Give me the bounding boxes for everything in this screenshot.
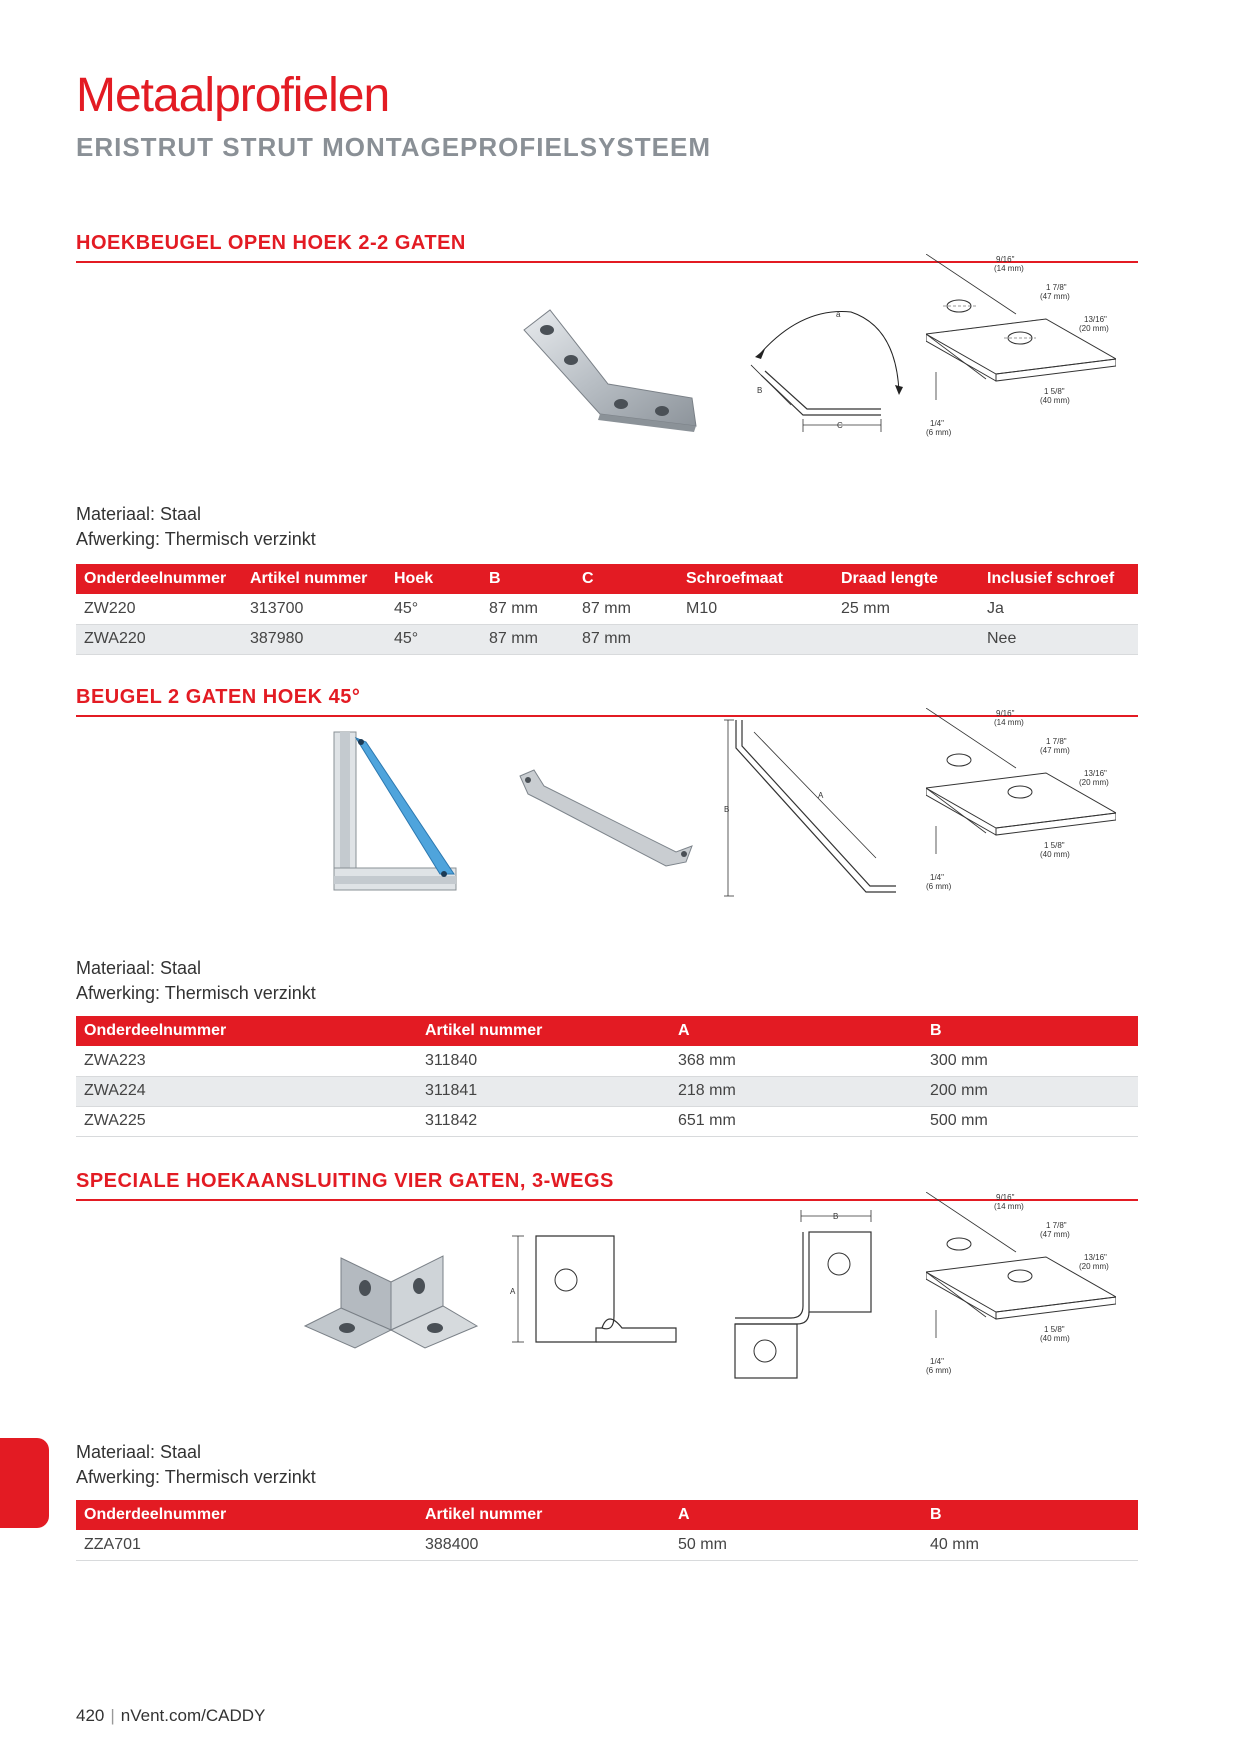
section-hoekaansluiting xyxy=(76,1170,1138,1553)
table-cell: 87 mm xyxy=(481,624,574,654)
table-row xyxy=(76,624,1138,654)
table-cell: 87 mm xyxy=(574,594,678,624)
section-heading: BEUGEL 2 GATEN HOEK 45° xyxy=(76,686,1138,717)
table-header-cell: Artikel nummer xyxy=(242,564,386,594)
finish-label: Afwerking: Thermisch verzinkt xyxy=(76,529,316,549)
section-heading: HOEKBEUGEL OPEN HOEK 2-2 GATEN xyxy=(76,232,1138,263)
table-cell: 300 mm xyxy=(922,1046,1138,1076)
spec-text xyxy=(76,502,316,552)
table-cell: 50 mm xyxy=(670,1530,922,1560)
dim-label-b: B xyxy=(724,805,730,814)
table-cell: ZWA223 xyxy=(76,1046,417,1076)
table-header-cell: B xyxy=(481,564,574,594)
footer-link[interactable]: nVent.com/CADDY xyxy=(120,1706,266,1725)
dim-9-16: 9/16" xyxy=(996,1193,1015,1202)
table-cell xyxy=(678,624,833,654)
dim-1-7-8: 1 7/8" xyxy=(1046,283,1067,292)
table-cell: ZWA225 xyxy=(76,1106,417,1136)
dim-1-4: 1/4" xyxy=(930,419,944,428)
product-image-3way-fitting xyxy=(301,1230,481,1350)
dim-6mm: (6 mm) xyxy=(926,882,952,891)
finish-label: Afwerking: Thermisch verzinkt xyxy=(76,983,316,1003)
table-cell: ZZA701 xyxy=(76,1530,417,1560)
dim-47mm: (47 mm) xyxy=(1040,292,1070,301)
dim-1-5-8: 1 5/8" xyxy=(1044,841,1065,850)
table-header-cell: B xyxy=(922,1016,1138,1046)
dim-label-b: B xyxy=(757,386,763,395)
dim-6mm: (6 mm) xyxy=(926,1366,952,1375)
table-cell: 87 mm xyxy=(574,624,678,654)
dim-9-16: 9/16" xyxy=(996,255,1015,264)
page-title: Metaalprofielen xyxy=(76,69,390,122)
dim-14mm: (14 mm) xyxy=(994,264,1024,273)
table-cell: 25 mm xyxy=(833,594,979,624)
table-cell: 387980 xyxy=(242,624,386,654)
table-cell: 388400 xyxy=(417,1530,670,1560)
table-cell: 87 mm xyxy=(481,594,574,624)
page-number: 420 xyxy=(76,1706,105,1725)
table-cell: ZWA220 xyxy=(76,624,242,654)
dim-13-16: 13/16" xyxy=(1084,315,1107,324)
finish-label: Afwerking: Thermisch verzinkt xyxy=(76,1467,316,1487)
table-cell: 40 mm xyxy=(922,1530,1138,1560)
hole-detail-drawing xyxy=(926,708,1116,903)
table-cell: 368 mm xyxy=(670,1046,922,1076)
table-cell: 651 mm xyxy=(670,1106,922,1136)
table-header-row xyxy=(76,1500,1138,1530)
table-row xyxy=(76,594,1138,624)
dim-14mm: (14 mm) xyxy=(994,718,1024,727)
table-header-cell: Onderdeelnummer xyxy=(76,564,242,594)
dim-40mm: (40 mm) xyxy=(1040,396,1070,405)
table-header-cell: Draad lengte xyxy=(833,564,979,594)
dimension-drawing-brace xyxy=(716,716,906,906)
dim-1-7-8: 1 7/8" xyxy=(1046,1221,1067,1230)
dim-label-a: A xyxy=(510,1287,516,1296)
dim-1-4: 1/4" xyxy=(930,1357,944,1366)
product-image-brace-assembly xyxy=(326,728,486,908)
table-cell: 200 mm xyxy=(922,1076,1138,1106)
table-header-cell: C xyxy=(574,564,678,594)
table-cell: M10 xyxy=(678,594,833,624)
dim-1-5-8: 1 5/8" xyxy=(1044,387,1065,396)
dim-6mm: (6 mm) xyxy=(926,428,952,437)
dim-1-5-8: 1 5/8" xyxy=(1044,1325,1065,1334)
table-row xyxy=(76,1530,1138,1560)
table-header-cell: A xyxy=(670,1016,922,1046)
parts-table-hoekaansluiting xyxy=(76,1500,1138,1561)
dim-47mm: (47 mm) xyxy=(1040,1230,1070,1239)
dimension-drawing-side xyxy=(731,1206,911,1382)
dim-20mm: (20 mm) xyxy=(1079,324,1109,333)
section-heading: SPECIALE HOEKAANSLUITING VIER GATEN, 3-WEGS xyxy=(76,1170,1138,1201)
material-label: Materiaal: Staal xyxy=(76,958,202,978)
table-header-cell: A xyxy=(670,1500,922,1530)
dim-label-a: a xyxy=(836,310,841,319)
footer xyxy=(76,1706,265,1726)
table-header-cell: Inclusief schroef xyxy=(979,564,1138,594)
section-hoekbeugel xyxy=(76,232,1138,647)
table-cell: 45° xyxy=(386,624,481,654)
table-cell: ZWA224 xyxy=(76,1076,417,1106)
dim-20mm: (20 mm) xyxy=(1079,778,1109,787)
dim-1-4: 1/4" xyxy=(930,873,944,882)
hole-detail-drawing xyxy=(926,254,1116,449)
parts-table-beugel-45 xyxy=(76,1016,1138,1137)
table-row xyxy=(76,1076,1138,1106)
table-cell: 500 mm xyxy=(922,1106,1138,1136)
dim-9-16: 9/16" xyxy=(996,709,1015,718)
dim-40mm: (40 mm) xyxy=(1040,1334,1070,1343)
spec-text xyxy=(76,956,316,1006)
table-header-cell: Onderdeelnummer xyxy=(76,1500,417,1530)
dimension-drawing-angle xyxy=(731,277,906,437)
table-header-row xyxy=(76,564,1138,594)
dim-20mm: (20 mm) xyxy=(1079,1262,1109,1271)
material-label: Materiaal: Staal xyxy=(76,1442,202,1462)
table-cell: 311842 xyxy=(417,1106,670,1136)
material-label: Materiaal: Staal xyxy=(76,504,202,524)
product-image-angle-bracket xyxy=(516,302,706,452)
dim-label-c: C xyxy=(837,421,843,430)
table-cell: Nee xyxy=(979,624,1138,654)
dim-13-16: 13/16" xyxy=(1084,1253,1107,1262)
page-subtitle: ERISTRUT STRUT MONTAGEPROFIELSYSTEEM xyxy=(76,132,711,162)
dim-14mm: (14 mm) xyxy=(994,1202,1024,1211)
table-row xyxy=(76,1046,1138,1076)
table-header-cell: B xyxy=(922,1500,1138,1530)
spec-text xyxy=(76,1440,316,1490)
dim-40mm: (40 mm) xyxy=(1040,850,1070,859)
dim-47mm: (47 mm) xyxy=(1040,746,1070,755)
table-cell: 311841 xyxy=(417,1076,670,1106)
table-cell: 311840 xyxy=(417,1046,670,1076)
table-cell: ZW220 xyxy=(76,594,242,624)
table-header-cell: Artikel nummer xyxy=(417,1016,670,1046)
section-beugel-45 xyxy=(76,686,1138,1129)
table-cell: 218 mm xyxy=(670,1076,922,1106)
table-header-cell: Schroefmaat xyxy=(678,564,833,594)
table-cell: 45° xyxy=(386,594,481,624)
dim-label-a: A xyxy=(818,791,824,800)
dim-label-b: B xyxy=(833,1212,839,1221)
dim-13-16: 13/16" xyxy=(1084,769,1107,778)
table-header-cell: Hoek xyxy=(386,564,481,594)
footer-separator: | xyxy=(110,1706,115,1725)
product-image-brace xyxy=(516,766,696,876)
table-header-cell: Onderdeelnummer xyxy=(76,1016,417,1046)
dim-1-7-8: 1 7/8" xyxy=(1046,737,1067,746)
table-row xyxy=(76,1106,1138,1136)
parts-table-hoekbeugel xyxy=(76,564,1138,655)
table-header-cell: Artikel nummer xyxy=(417,1500,670,1530)
table-cell: Ja xyxy=(979,594,1138,624)
dimension-drawing-front xyxy=(506,1232,686,1352)
hole-detail-drawing xyxy=(926,1192,1116,1387)
table-cell: 313700 xyxy=(242,594,386,624)
table-cell xyxy=(833,624,979,654)
table-header-row xyxy=(76,1016,1138,1046)
side-tab-marker xyxy=(0,1438,49,1528)
